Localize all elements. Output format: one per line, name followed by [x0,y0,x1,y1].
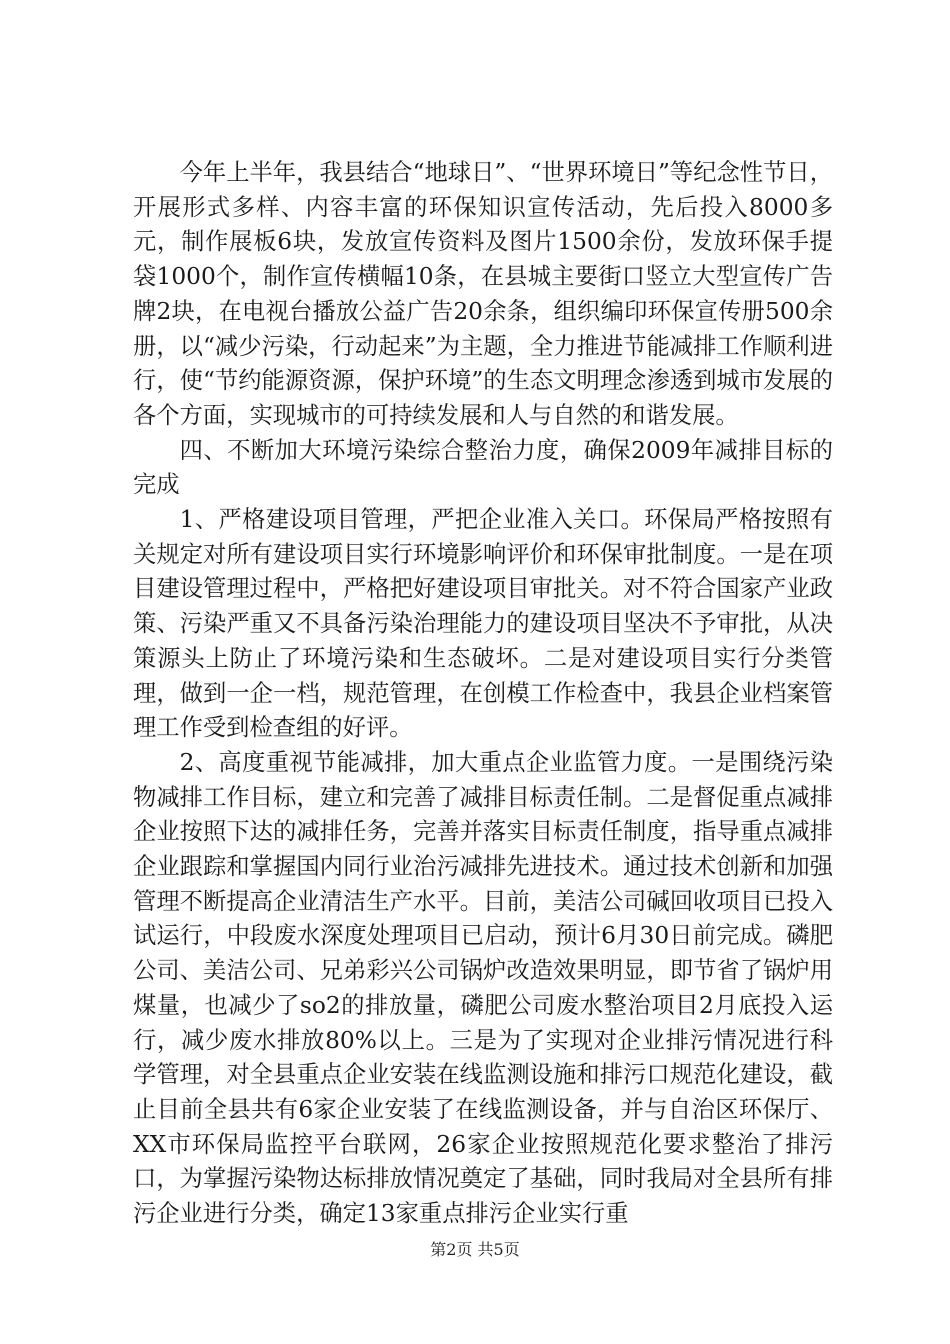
document-body [133,156,833,1232]
paragraph-project-management: 1、严格建设项目管理，严把企业准入关口。环保局严格按照有关规定对所有建设项目实行环境影响评价和环保审批制度。一是在项目建设管理过程中，严格把好建设项目审批关。对不符合国家产业政策、污染严重又不具备污染治理能力的建设项目坚决不予审批，从决策源头上防止了环境污染和生态破坏。二是对建设项目实行分类管理，做到一企一档，规范管理，在创模工作检查中，我县企业档案管理工作受到检查组的好评。 [133,506,833,742]
paragraph-publicity: 今年上半年，我县结合“地球日”、“世界环境日”等纪念性节日，开展形式多样、内容丰富的环保知识宣传活动，先后投入8000多元，制作展板6块，发放宣传资料及图片1500余份，发放环保手提袋1000个，制作宣传横幅10条，在县城主要街口竖立大型宣传广告牌2块，在电视台播放公益广告20余条，组织编印环保宣传册500余册，以“减少污染，行动起来”为主题，全力推进节能减排工作顺利进行，使“节约能源资源，保护环境”的生态文明理念渗透到城市发展的各个方面，实现城市的可持续发展和人与自然的和谐发展。 [133,159,833,429]
page-number-footer: 第2页 共5页 [430,1240,520,1259]
section-heading-pollution-control: 四、不断加大环境污染综合整治力度，确保2009年减排目标的完成 [133,436,833,499]
paragraph-emission-reduction: 2、高度重视节能减排，加大重点企业监管力度。一是围绕污染物减排工作目标，建立和完善了减排目标责任制。二是督促重点减排企业按照下达的减排任务，完善并落实目标责任制度，指导重点减排企业跟踪和掌握国内同行业治污减排先进技术。通过技术创新和加强管理不断提高企业清洁生产水平。目前，美洁公司碱回收项目已投入试运行，中段废水深度处理项目已启动，预计6月30日前完成。磷肥公司、美洁公司、兄弟彩兴公司锅炉改造效果明显，即节省了锅炉用煤量，也减少了so2的排放量，磷肥公司废水整治项目2月底投入运行，减少废水排放80%以上。三是为了实现对企业排污情况进行科学管理，对全县重点企业安装在线监测设施和排污口规范化建设，截止目前全县共有6家企业安装了在线监测设备，并与自治区环保厅、XX市环保局监控平台联网，26家企业按照规范化要求整治了排污口，为掌握污染物达标排放情况奠定了基础，同时我局对全县所有排污企业进行分类，确定13家重点排污企业实行重 [133,748,833,1228]
